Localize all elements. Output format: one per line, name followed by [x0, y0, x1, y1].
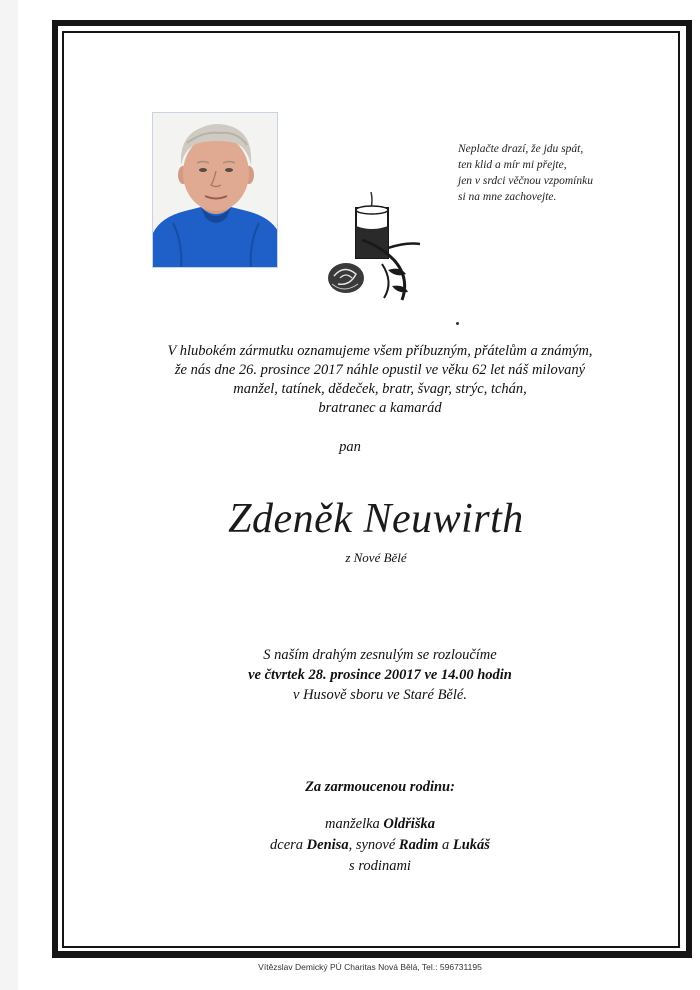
portrait-photo	[152, 112, 278, 268]
funeral-service-footer: Vítězslav Demický PÚ Charitas Nová Bělá, Tel.: 596731195	[258, 962, 482, 972]
family-heading: Za zarmoucenou rodinu:	[305, 779, 455, 795]
poem-line: Neplačte drazí, že jdu spát,	[458, 143, 584, 155]
family-children: dcera Denisa, synové Radim a Lukáš	[270, 837, 490, 853]
announcement-text	[80, 342, 680, 418]
announcement-line: V hlubokém zármutku oznamujeme všem příbuzným, přátelům a známým,	[167, 343, 593, 359]
announcement-line: manžel, tatínek, dědeček, bratr, švagr, strýc, tchán,	[233, 381, 527, 397]
farewell-line: S naším drahým zesnulým se rozloučíme	[263, 647, 497, 663]
poem-line: si na mne zachovejte.	[458, 191, 557, 203]
poem-line: ten klid a mír mi přejte,	[458, 159, 567, 171]
candle-rose-icon	[322, 186, 428, 306]
farewell-place: v Husově sboru ve Staré Bělé.	[293, 687, 467, 703]
memorial-poem	[458, 141, 658, 205]
deceased-name: Zdeněk Neuwirth	[228, 496, 524, 542]
decorative-dot	[456, 322, 459, 325]
deceased-origin: z Nové Bělé	[345, 550, 407, 565]
farewell-date: ve čtvrtek 28. prosince 20017 ve 14.00 hodin	[248, 667, 512, 683]
farewell-details	[0, 645, 700, 705]
family-families: s rodinami	[349, 858, 411, 874]
announcement-line: že nás dne 26. prosince 2017 náhle opustil ve věku 62 let náš milovaný	[174, 362, 586, 378]
family-wife: manželka Oldřiška	[325, 816, 435, 832]
poem-line: jen v srdci věčnou vzpomínku	[458, 175, 593, 187]
portrait-icon	[153, 113, 278, 268]
family-list	[0, 814, 700, 877]
honorific: pan	[339, 439, 361, 455]
announcement-line: bratranec a kamarád	[318, 400, 442, 416]
